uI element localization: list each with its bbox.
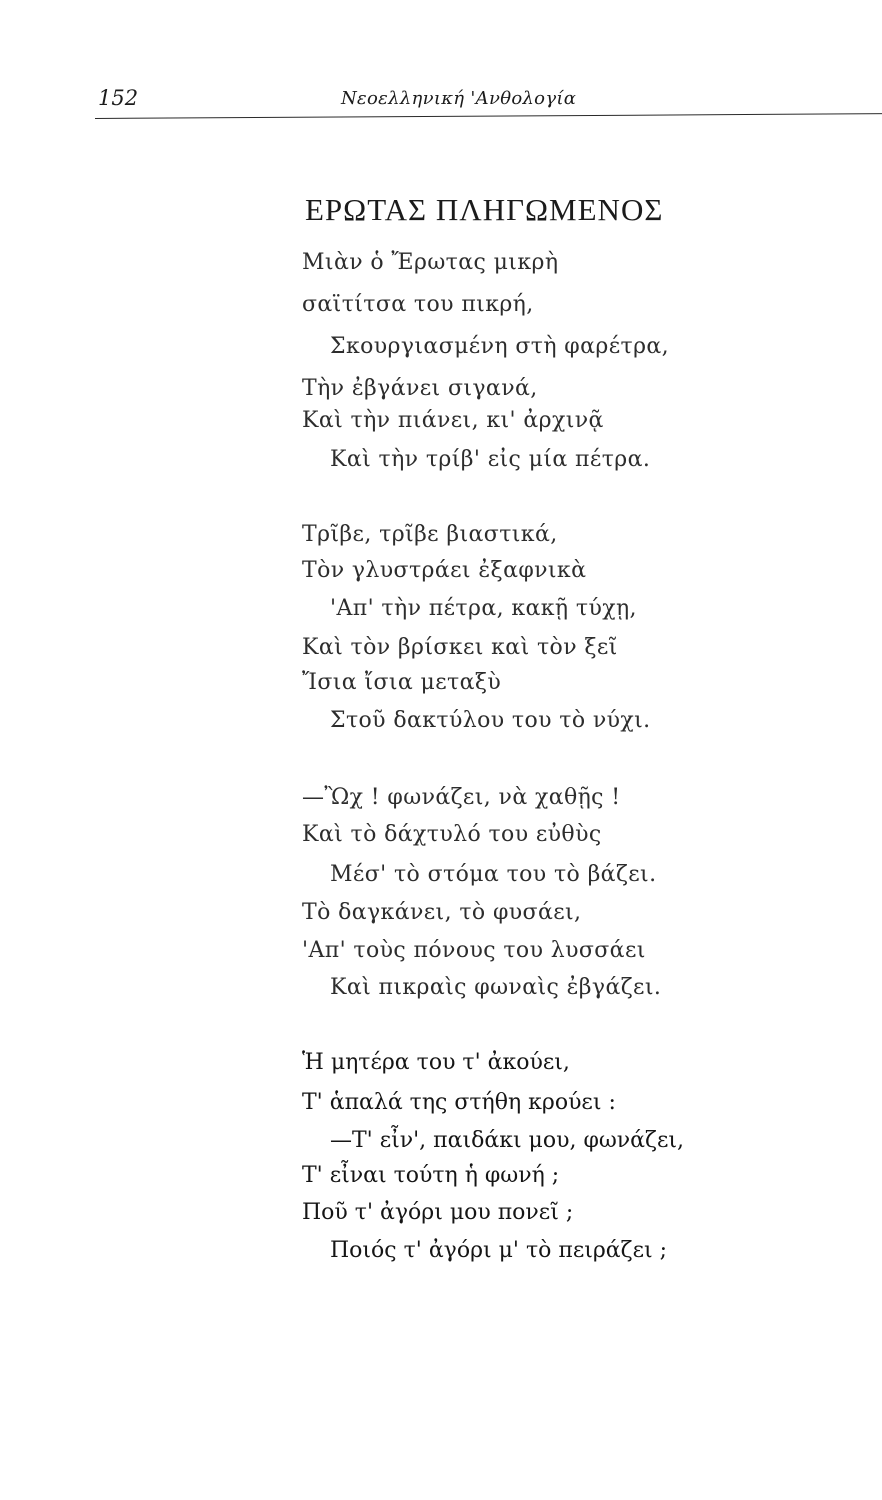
poem-line: Σκουργιασμένη στὴ φαρέτρα, <box>330 334 670 359</box>
poem-title: ΕΡΩΤΑΣ ΠΛΗΓΩΜΕΝΟΣ <box>305 192 664 227</box>
poem-line: Στοῦ δακτύλου του τὸ νύχι. <box>330 708 651 733</box>
poem-line: Ποιός τ' ἀγόρι μ' τὸ πειράζει ; <box>330 1238 668 1263</box>
poem-line: Μέσ' τὸ στόμα του τὸ βάζει. <box>330 862 657 887</box>
poem-line: Ἴσια ἴσια μεταξὺ <box>302 670 502 695</box>
poem-line: Τὸν γλυστράει ἐξαφνικὰ <box>302 558 587 583</box>
poem-line: Καὶ τὴν τρίβ' εἰς μία πέτρα. <box>330 447 651 472</box>
poem-line: —Ὢχ ! φωνάζει, νὰ χαθῇς ! <box>302 785 621 810</box>
poem-line: Καὶ τὴν πιάνει, κι' ἀρχινᾷ <box>302 408 604 433</box>
poem-line: Καὶ πικραὶς φωναὶς ἐβγάζει. <box>330 975 662 1000</box>
poem-line: Ἡ μητέρα του τ' ἀκούει, <box>302 1050 570 1075</box>
poem-line: Τὸ δαγκάνει, τὸ φυσάει, <box>302 900 582 925</box>
poem-line: 'Απ' τοὺς πόνους του λυσσάει <box>302 938 646 963</box>
page-number: 152 <box>98 86 139 110</box>
poem-line: Μιὰν ὁ Ἔρωτας μικρὴ <box>302 250 559 275</box>
poem-line: Τρῖβε, τρῖβε βιαστικά, <box>302 522 558 547</box>
running-title: Νεοελληνική 'Ανθολογία <box>341 88 577 109</box>
poem-line: Καὶ τὸ δάχτυλό του εὐθὺς <box>302 822 602 847</box>
poem-line: 'Απ' τὴν πέτρα, κακῇ τύχῃ, <box>330 596 637 621</box>
poem-line: σαϊτίτσα του πικρή, <box>302 292 534 317</box>
poem-line: Τ' εἶναι τούτη ἡ φωνή ; <box>302 1163 560 1188</box>
poem-line: Τὴν ἐβγάνει σιγανά, <box>302 376 538 401</box>
poem-line: Τ' ἁπαλά της στήθη κρούει : <box>302 1090 616 1115</box>
poem-line: —Τ' εἶν', παιδάκι μου, φωνάζει, <box>330 1128 684 1153</box>
poem-line: Καὶ τὸν βρίσκει καὶ τὸν ξεῖ <box>302 635 618 660</box>
poem-line: Ποῦ τ' ἀγόρι μου πονεῖ ; <box>302 1200 574 1225</box>
